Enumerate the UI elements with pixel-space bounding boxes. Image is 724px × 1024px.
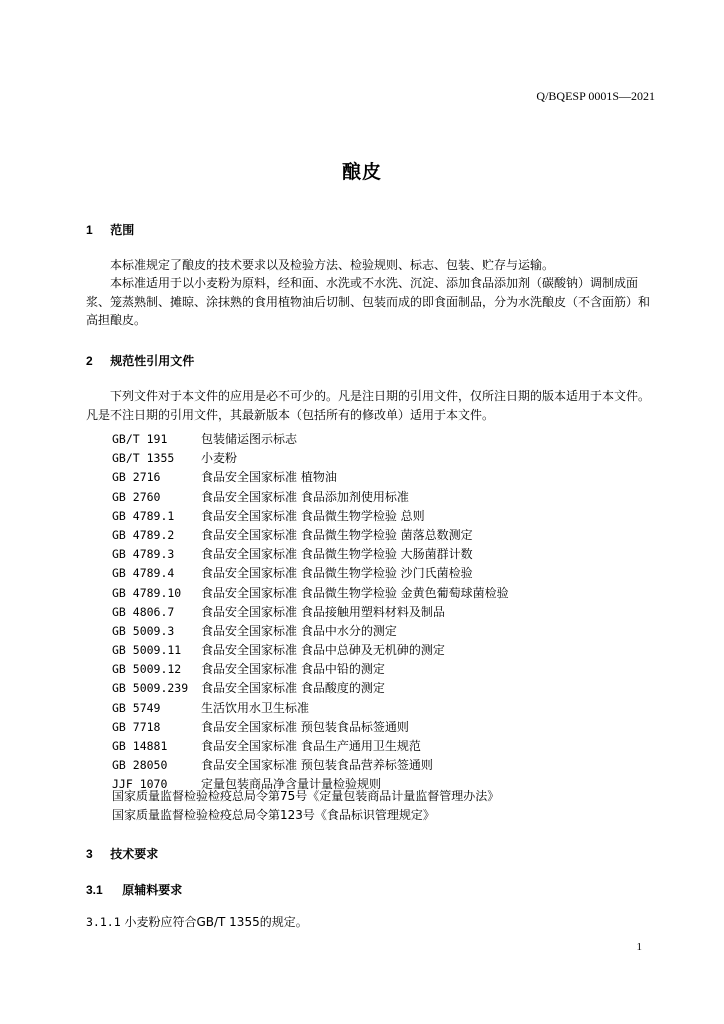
regulation-order-2: 国家质量监督检验检疫总局令第123号《食品标识管理规定》 <box>112 808 435 822</box>
reference-code: GB 5009.239 <box>112 681 189 696</box>
section-number: 2 <box>86 354 93 368</box>
reference-row <box>112 756 509 775</box>
scope-paragraph-2: 本标准适用于以小麦粉为原料，经和面、水洗或不水洗、沉淀、添加食品添加剂（碳酸钠）调制成面浆、笼蒸熟制、摊晾、涂抹熟的食用植物油后切制、包装而成的即食面制品，分为水洗酿皮（不含面筋）和高担酿皮。 <box>86 276 651 327</box>
reference-code: GB 4789.4 <box>112 566 175 581</box>
scope-paragraph-1: 本标准规定了酿皮的技术要求以及检验方法、检验规则、标志、包装、贮存与运输。 <box>110 258 555 272</box>
section-heading-scope <box>86 221 134 238</box>
reference-title: 食品安全国家标准 预包装食品标签通则 <box>201 719 409 734</box>
reference-row <box>112 622 509 641</box>
subsection-number: 3.1 <box>86 883 103 897</box>
reference-row <box>112 603 509 622</box>
reference-title: 生活饮用水卫生标准 <box>201 700 310 715</box>
standard-code: Q/BQESP 0001S—2021 <box>536 89 655 103</box>
reference-title: 食品安全国家标准 食品酸度的测定 <box>201 681 385 696</box>
reference-title: 食品安全国家标准 食品微生物学检验 沙门氏菌检验 <box>201 566 473 581</box>
reference-title: 食品安全国家标准 预包装食品营养标签通则 <box>201 758 433 773</box>
page-number: 1 <box>636 941 642 953</box>
reference-row <box>112 545 509 564</box>
reference-row <box>112 526 509 545</box>
reference-row <box>112 507 509 526</box>
reference-row <box>112 564 509 583</box>
reference-title: 包装储运图示标志 <box>201 432 298 446</box>
reference-code: GB 2760 <box>112 489 161 504</box>
reference-title: 食品安全国家标准 食品添加剂使用标准 <box>201 489 409 504</box>
section-title: 规范性引用文件 <box>110 354 195 368</box>
subsection-heading-raw-materials <box>86 881 182 898</box>
reference-row <box>112 449 509 468</box>
reference-title: 小麦粉 <box>201 451 238 466</box>
reference-code: GB 5009.3 <box>112 623 175 638</box>
normative-intro: 下列文件对于本文件的应用是必不可少的。凡是注日期的引用文件，仅所注日期的版本适用于本文件。凡是不注日期的引用文件，其最新版本（包括所有的修改单）适用于本文件。 <box>86 389 651 422</box>
reference-title: 食品安全国家标准 食品微生物学检验 金黄色葡萄球菌检验 <box>201 585 509 600</box>
section-heading-normative <box>86 352 194 369</box>
reference-code: GB 4789.1 <box>112 508 175 523</box>
reference-code: JJF 1070 <box>112 777 168 792</box>
reference-row <box>112 430 509 449</box>
document-title: 酿皮 <box>341 161 382 183</box>
reference-code: GB 7718 <box>112 719 161 734</box>
reference-title: 定量包装商品净含量计量检验规则 <box>201 777 382 792</box>
reference-title: 食品安全国家标准 食品中铅的测定 <box>201 662 385 677</box>
reference-code: GB 4789.2 <box>112 527 175 542</box>
reference-title: 食品安全国家标准 食品中水分的测定 <box>201 623 397 638</box>
reference-code: GB 5749 <box>112 700 161 715</box>
reference-code: GB 5009.12 <box>112 662 182 677</box>
clause-number: 3.1.1 <box>86 915 121 929</box>
clause-3-1-1 <box>86 913 308 930</box>
reference-code: GB 14881 <box>112 739 168 753</box>
reference-row <box>112 699 509 718</box>
reference-code: GB 2716 <box>112 470 161 485</box>
reference-title: 食品安全国家标准 食品生产通用卫生规范 <box>201 739 421 753</box>
subsection-title: 原辅料要求 <box>122 883 183 897</box>
reference-code: GB 28050 <box>112 758 168 773</box>
reference-row <box>112 468 509 487</box>
reference-code: GB 4789.10 <box>112 585 182 600</box>
reference-code: GB 4806.7 <box>112 604 175 619</box>
section-heading-technical <box>86 845 158 862</box>
reference-row <box>112 660 509 679</box>
regulation-order-1: 国家质量监督检验检疫总局令第75号《定量包装商品计量监督管理办法》 <box>112 789 500 803</box>
reference-title: 食品安全国家标准 食品微生物学检验 大肠菌群计数 <box>201 547 473 562</box>
section-number: 1 <box>86 223 93 237</box>
reference-row <box>112 488 509 507</box>
reference-row <box>112 641 509 660</box>
reference-code: GB 4789.3 <box>112 547 175 562</box>
reference-row <box>112 679 509 698</box>
clause-text: 小麦粉应符合GB/T 1355的规定。 <box>124 915 308 929</box>
reference-list <box>112 430 509 795</box>
reference-row <box>112 737 509 756</box>
section-title: 技术要求 <box>110 847 159 861</box>
reference-title: 食品安全国家标准 食品接触用塑料材料及制品 <box>201 604 445 619</box>
reference-code: GB/T 1355 <box>112 451 175 466</box>
reference-row <box>112 584 509 603</box>
reference-title: 食品安全国家标准 食品微生物学检验 菌落总数测定 <box>201 527 473 542</box>
reference-code: GB 5009.11 <box>112 643 182 658</box>
reference-code: GB/T 191 <box>112 432 168 446</box>
section-number: 3 <box>86 847 93 861</box>
reference-title: 食品安全国家标准 食品中总砷及无机砷的测定 <box>201 643 445 658</box>
reference-row <box>112 718 509 737</box>
reference-title: 食品安全国家标准 食品微生物学检验 总则 <box>201 508 425 523</box>
section-title: 范围 <box>110 223 135 237</box>
reference-title: 食品安全国家标准 植物油 <box>201 470 337 485</box>
